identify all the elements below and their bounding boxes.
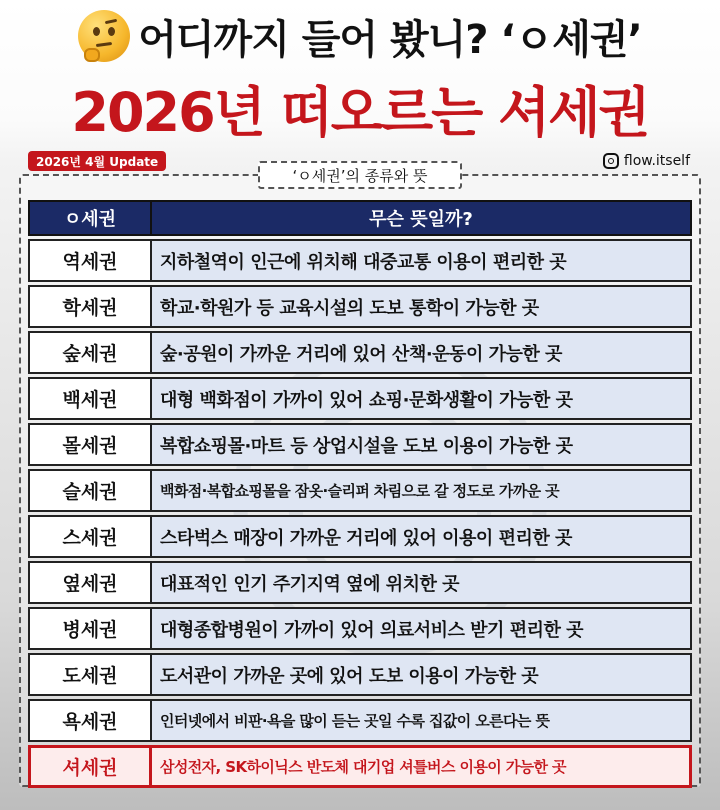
row-desc: 인터넷에서 비판·욕을 많이 듣는 곳일 수록 집값이 오른다는 뜻 (152, 699, 692, 742)
row-desc: 삼성전자, SK하이닉스 반도체 대기업 셔틀버스 이용이 가능한 곳 (152, 745, 692, 788)
row-desc: 학교·학원가 등 교육시설의 도보 통학이 가능한 곳 (152, 285, 692, 328)
row-name: 욕세권 (28, 699, 152, 742)
row-name: 슬세권 (28, 469, 152, 512)
row-name: 병세권 (28, 607, 152, 650)
table-row (28, 285, 692, 328)
table-row (28, 561, 692, 604)
table-row (28, 469, 692, 512)
instagram-icon (603, 153, 619, 169)
highlighted-row (28, 745, 692, 788)
instagram-handle-text: flow.itself (623, 153, 690, 169)
table-row (28, 377, 692, 420)
column-header-meaning: 무슨 뜻일까? (152, 200, 692, 236)
row-name: 학세권 (28, 285, 152, 328)
row-desc: 백화점·복합쇼핑몰을 잠옷·슬리퍼 차림으로 갈 정도로 가까운 곳 (152, 469, 692, 512)
seggwon-table (28, 197, 692, 791)
row-desc: 도서관이 가까운 곳에 있어 도보 이용이 가능한 곳 (152, 653, 692, 696)
thinking-face-icon (78, 10, 130, 62)
update-badge: 2026년 4월 Update (28, 151, 166, 171)
table-row (28, 331, 692, 374)
table-row (28, 239, 692, 282)
row-desc: 스타벅스 매장이 가까운 거리에 있어 이용이 편리한 곳 (152, 515, 692, 558)
title-line-1 (0, 6, 720, 66)
row-name: 스세권 (28, 515, 152, 558)
title-text: 어디까지 들어 봤니? ‘ㅇ세권’ (138, 16, 642, 63)
header (0, 0, 720, 150)
row-name: 몰세권 (28, 423, 152, 466)
row-desc: 대표적인 인기 주기지역 옆에 위치한 곳 (152, 561, 692, 604)
row-desc: 지하철역이 인근에 위치해 대중교통 이용이 편리한 곳 (152, 239, 692, 282)
row-name: 옆세권 (28, 561, 152, 604)
row-name: 숲세권 (28, 331, 152, 374)
table-row (28, 699, 692, 742)
row-name: 백세권 (28, 377, 152, 420)
table-row (28, 653, 692, 696)
row-desc: 숲·공원이 가까운 거리에 있어 산책·운동이 가능한 곳 (152, 331, 692, 374)
instagram-handle[interactable] (603, 150, 690, 172)
row-name: 역세권 (28, 239, 152, 282)
main-title: 2026년 떠오르는 셔세권 (71, 80, 649, 144)
table-row (28, 423, 692, 466)
table-header-row (28, 200, 692, 236)
table-subtitle: ‘ㅇ세권’의 종류와 뜻 (258, 161, 462, 189)
row-name: 도세권 (28, 653, 152, 696)
row-desc: 대형 백화점이 가까이 있어 쇼핑·문화생활이 가능한 곳 (152, 377, 692, 420)
column-header-type: ㅇ세권 (28, 200, 152, 236)
row-desc: 복합쇼핑몰·마트 등 상업시설을 도보 이용이 가능한 곳 (152, 423, 692, 466)
row-name: 셔세권 (28, 745, 152, 788)
table-row (28, 515, 692, 558)
table-row (28, 607, 692, 650)
row-desc: 대형종합병원이 가까이 있어 의료서비스 받기 편리한 곳 (152, 607, 692, 650)
